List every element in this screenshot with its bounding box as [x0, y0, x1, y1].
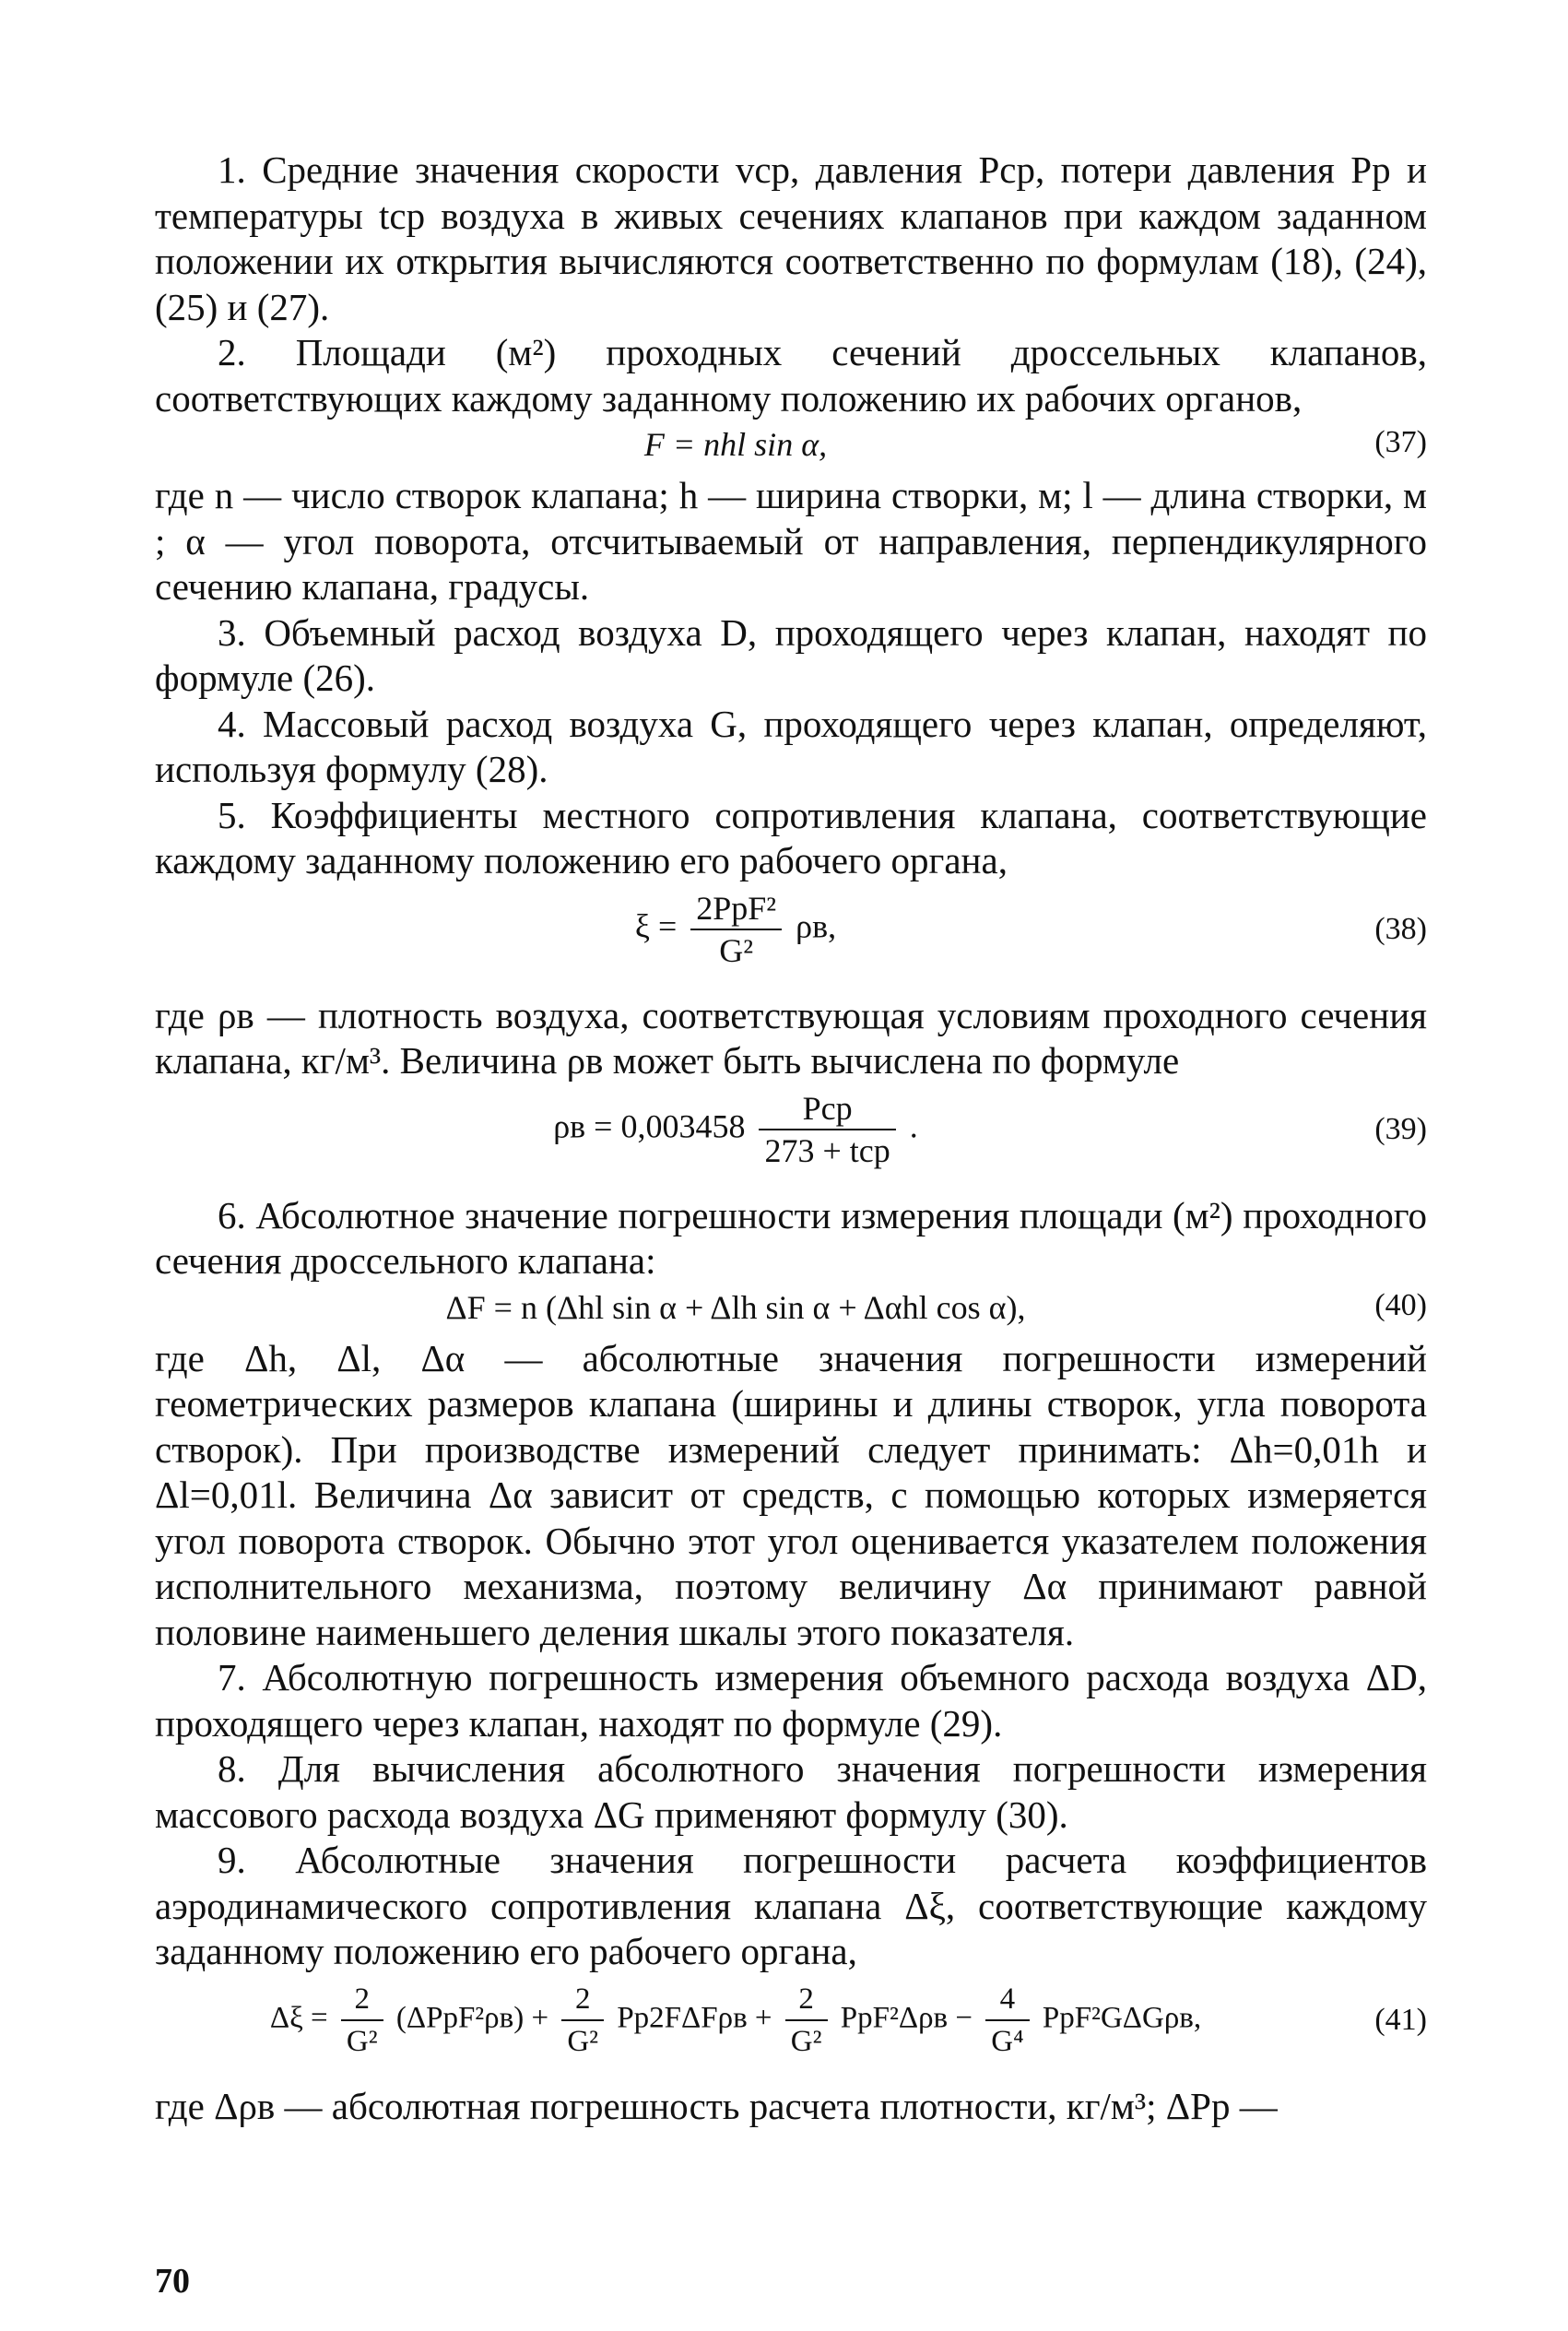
formula-41-numerator-3: 2	[785, 1981, 828, 2021]
formula-41-fraction-3	[785, 1981, 828, 2060]
formula-41-fraction-4	[985, 1981, 1029, 2060]
formula-41-numerator-1: 2	[341, 1981, 383, 2021]
formula-39-number: (39)	[1374, 1111, 1427, 1146]
formula-41-term-3: PрF²Δρв −	[840, 2001, 973, 2035]
paragraph-8: 6. Абсолютное значение погрешности измерения площади (м²) проходного сечения дроссельного клапана:	[155, 1193, 1427, 1282]
formula-41-denominator-2: G²	[567, 2024, 599, 2058]
formula-41-numerator-2: 2	[561, 1981, 604, 2021]
paragraph-1: 1. Средние значения скорости vср, давления Pср, потери давления Pр и температуры tср воздуха в живых сечениях клапанов при каждом заданном положении их открытия вычисляются соответственно по формулам (18), (24), (25) и (27).	[155, 148, 1427, 328]
formula-39-denominator: 273 + tср	[764, 1131, 890, 1169]
formula-40-number: (40)	[1374, 1287, 1427, 1322]
formula-41-term-4: PрF²GΔGρв,	[1042, 2001, 1202, 2035]
formula-41-fraction-1	[341, 1981, 383, 2060]
paragraph-5: 4. Массовый расход воздуха G, проходящего через клапан, определяют, используя формулу (28).	[155, 702, 1427, 790]
paragraph-7: где ρв — плотность воздуха, соответствующая условиям проходного сечения клапана, кг/м³. Величина ρв может быть вычислена по формуле	[155, 993, 1427, 1082]
paragraph-10: 7. Абсолютную погрешность измерения объемного расхода воздуха ΔD, проходящего через клапан, находят по формуле (29).	[155, 1656, 1427, 1745]
formula-41-denominator-4: G⁴	[991, 2024, 1024, 2058]
paragraph-12: 9. Абсолютные значения погрешности расчета коэффициентов аэродинамического сопротивления клапана Δξ, соответствующие каждому заданному положению его рабочего органа,	[155, 1839, 1427, 1972]
formula-38-numerator: 2PрF²	[690, 890, 782, 930]
formula-39-fraction	[759, 1090, 895, 1169]
formula-38-lhs: ξ =	[634, 906, 678, 944]
formula-41-denominator-1: G²	[346, 2024, 378, 2058]
formula-41	[155, 1975, 1427, 2084]
paragraph-2: 2. Площади (м²) проходных сечений дроссельных клапанов, соответствующих каждому заданному положению их рабочих органов,	[155, 331, 1427, 420]
paragraph-11: 8. Для вычисления абсолютного значения погрешности измерения массового расхода воздуха ΔG применяют формулу (30).	[155, 1747, 1427, 1836]
paragraph-4: 3. Объемный расход воздуха D, проходящего через клапан, находят по формуле (26).	[155, 610, 1427, 699]
formula-37-number: (37)	[1374, 425, 1427, 459]
formula-38	[155, 884, 1427, 993]
formula-41-fraction-2	[561, 1981, 604, 2060]
formula-38-fraction	[690, 890, 782, 969]
paragraph-6: 5. Коэффициенты местного сопротивления клапана, соответствующие каждому заданному положению его рабочего органа,	[155, 793, 1427, 882]
paragraph-3: где n — число створок клапана; h — ширина створки, м; l — длина створки, м ; α — угол поворота, отсчитываемый от направления, перпендикулярного сечению клапана, градусы.	[155, 474, 1427, 608]
formula-38-rhs: ρв,	[796, 906, 837, 944]
formula-41-term-1: (ΔPрF²ρв) +	[395, 2001, 549, 2035]
formula-39-numerator: Pср	[759, 1090, 895, 1130]
formula-39	[155, 1084, 1427, 1193]
formula-37	[155, 421, 1427, 473]
formula-38-number: (38)	[1374, 911, 1427, 946]
formula-41-lhs: Δξ =	[269, 2001, 328, 2035]
page-number: 70	[155, 2262, 190, 2301]
formula-39-rhs: .	[909, 1106, 918, 1144]
paragraph-13: где Δρв — абсолютная погрешность расчета плотности, кг/м³; ΔPр —	[155, 2084, 1278, 2127]
formula-41-number: (41)	[1374, 2002, 1427, 2037]
formula-37-expression: F = nhl sin α,	[643, 426, 828, 463]
formula-41-numerator-4: 4	[985, 1981, 1029, 2021]
formula-39-lhs: ρв = 0,003458	[553, 1106, 746, 1144]
formula-38-denominator: G²	[719, 931, 754, 969]
paragraph-9: где Δh, Δl, Δα — абсолютные значения погрешности измерений геометрических размеров клапана (ширины и длины створок, угла поворота створок). При производстве измерений следует принимать: Δh=0,01h и Δl=0,01l. Величина Δα зависит от средств, с помощью которых измеряется угол поворота створок. Обычно этот угол оценивается указателем положения исполнительного механизма, поэтому величину Δα принимают равной половине наименьшего деления шкалы этого показателя.	[155, 1336, 1427, 1653]
formula-40	[155, 1284, 1427, 1336]
formula-41-denominator-3: G²	[790, 2024, 822, 2058]
page-body	[155, 148, 1427, 2296]
formula-41-term-2: Pр2FΔFρв +	[617, 2001, 772, 2035]
formula-40-expression: ΔF = n (Δhl sin α + Δlh sin α + Δαhl cos α),	[445, 1288, 1026, 1326]
